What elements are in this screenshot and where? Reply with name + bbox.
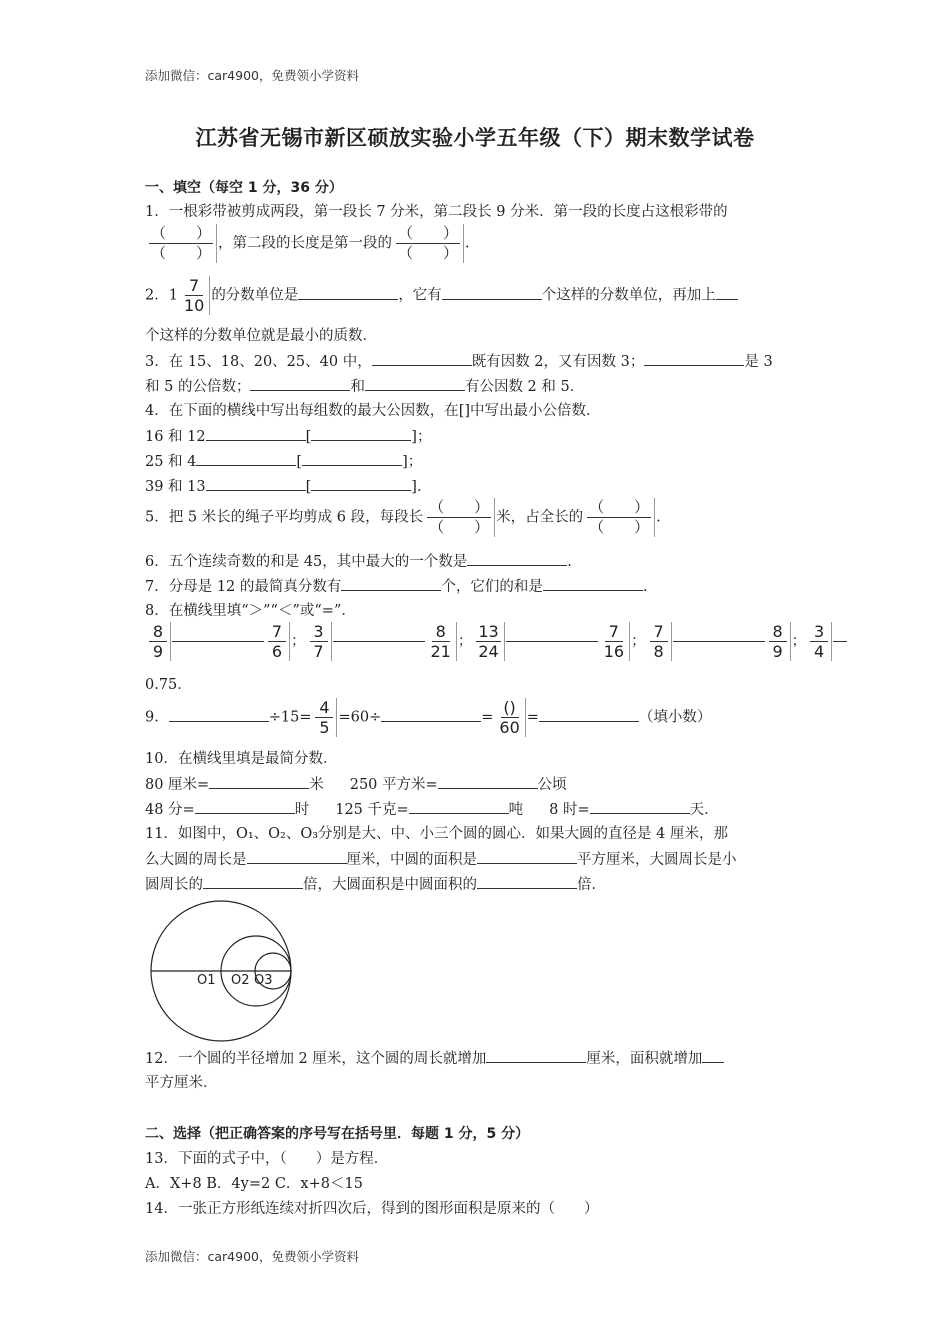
q8-blank-2[interactable] xyxy=(333,641,425,642)
q11-blank-4[interactable] xyxy=(477,874,577,889)
q6-blank[interactable] xyxy=(467,551,567,566)
q4-gcd-blank-1[interactable] xyxy=(206,426,306,441)
q12-blank-1[interactable] xyxy=(486,1048,586,1063)
q2-blank-1[interactable] xyxy=(298,285,398,300)
q8-blank-4[interactable] xyxy=(673,641,765,642)
q4-gcd-blank-2[interactable] xyxy=(196,451,296,466)
circles-figure xyxy=(142,900,300,1048)
q5-answer-fraction-2[interactable]: $\frac{( )}{( )}$ xyxy=(584,498,655,537)
q13-line: 13．下面的式子中，（ ）是方程． xyxy=(145,1151,389,1167)
q11-blank-1[interactable] xyxy=(247,849,347,864)
q8-fraction-5: $\frac{13}{24}$ xyxy=(473,622,504,661)
q10-blank-3[interactable] xyxy=(195,799,295,814)
q7-blank-1[interactable] xyxy=(341,576,441,591)
q4-row-3: 39 和 13 [ ]． xyxy=(145,476,431,497)
q4-row-1: 16 和 12 [ ]； xyxy=(145,426,431,447)
q10-blank-2[interactable] xyxy=(438,774,538,789)
q8-comparisons: $\frac{8}{9}$ $\frac{7}{6}$ ； $\frac{3}{7}$ $\frac{8}{21}$ ； $\frac{13}{24}$ $\frac{7}{16}$ ； $\frac{7}{8}$ $\frac{8}{9}$ ； $\frac{3}{4}$ xyxy=(145,622,847,661)
label-o3: O3 xyxy=(254,973,273,988)
q4-lcm-blank-2[interactable] xyxy=(302,451,402,466)
q10-row-2: 48 分= 时 125 千克= 吨 8 时= 天． xyxy=(145,799,719,820)
q4-lcm-blank-1[interactable] xyxy=(311,426,411,441)
q3-blank-1[interactable] xyxy=(372,351,472,366)
q9-blank-1[interactable] xyxy=(169,707,269,722)
q9-line: 9． ÷15= $\frac{4}{5}$ =60÷ = $\frac{()}{60}$ = （填小数） xyxy=(145,698,712,737)
q14-line: 14．一张正方形纸连续对折四次后，得到的图形面积是原来的（ ） xyxy=(145,1201,599,1217)
q10-blank-1[interactable] xyxy=(209,774,309,789)
q11-line-3: 圆周长的 倍，大圆面积是中圆面积的 倍． xyxy=(145,874,606,895)
label-o2: O2 xyxy=(231,973,250,988)
q10-blank-4[interactable] xyxy=(409,799,509,814)
q10-blank-5[interactable] xyxy=(590,799,690,814)
label-o1: O1 xyxy=(197,973,216,988)
q3-line-1: 3．在 15、18、20、25、40 中， 既有因数 2，又有因数 3； 是 3 xyxy=(145,351,773,372)
q4-gcd-blank-3[interactable] xyxy=(206,476,306,491)
q8-fraction-2: $\frac{7}{6}$ xyxy=(265,622,290,661)
q1-line-2: $\frac{( )}{( )}$ ，第二段的长度是第一段的 $\frac{( )}{( )}$ . xyxy=(145,224,470,263)
q7-line: 7．分母是 12 的最简真分数有 个，它们的和是 . xyxy=(145,576,648,597)
q10-instruction: 10．在横线里填是最简分数． xyxy=(145,751,338,767)
q2-line-1: 2．1 $\frac{7}{10}$ 的分数单位是 ，它有 个这样的分数单位，再加上 xyxy=(145,276,738,315)
q8-blank-1[interactable] xyxy=(172,641,264,642)
q2-blank-2[interactable] xyxy=(442,285,542,300)
q2-blank-3[interactable] xyxy=(716,285,738,300)
page-footer: 添加微信：car4900，免费领小学资料 xyxy=(145,1249,359,1264)
q2-mixed-fraction: $\frac{7}{10}$ xyxy=(179,276,210,315)
q3-blank-2[interactable] xyxy=(644,351,744,366)
q11-blank-3[interactable] xyxy=(203,874,303,889)
q8-fraction-1: $\frac{8}{9}$ xyxy=(146,622,171,661)
q11-line-1: 11．如图中，O₁、O₂、O₃分别是大、中、小三个圆的圆心．如果大圆的直径是 4 厘米，那 xyxy=(145,826,728,842)
q12-line-1: 12．一个圆的半径增加 2 厘米，这个圆的周长就增加 厘米，面积就增加 xyxy=(145,1048,724,1069)
q3-blank-3[interactable] xyxy=(250,376,350,391)
q13-options[interactable]: A．X+8 B．4y=2 C．x+8＜15 xyxy=(145,1176,363,1192)
q4-lcm-blank-3[interactable] xyxy=(311,476,411,491)
q3-blank-4[interactable] xyxy=(365,376,465,391)
q8-fraction-3: $\frac{3}{7}$ xyxy=(307,622,332,661)
q11-line-2: 么大圆的周长是 厘米，中圆的面积是 平方厘米，大圆周长是小 xyxy=(145,849,737,870)
q8-fraction-4: $\frac{8}{21}$ xyxy=(426,622,457,661)
q1-answer-fraction-2[interactable]: $\frac{( )}{( )}$ xyxy=(393,224,464,263)
q11-blank-2[interactable] xyxy=(477,849,577,864)
page-title: 江苏省无锡市新区硕放实验小学五年级（下）期末数学试卷 xyxy=(195,125,755,150)
q1-answer-fraction-1[interactable]: $\frac{( )}{( )}$ xyxy=(146,224,217,263)
q4-instruction: 4．在下面的横线中写出每组数的最大公因数，在[]中写出最小公倍数． xyxy=(145,403,601,419)
q12-line-2: 平方厘米． xyxy=(145,1075,218,1091)
q4-row-2: 25 和 4 [ ]； xyxy=(145,451,422,472)
q8-instruction: 8．在横线里填“＞”“＜”或“=”． xyxy=(145,603,356,619)
q8-blank-3[interactable] xyxy=(506,641,598,642)
q1-line-1: 1．一根彩带被剪成两段，第一段长 7 分米，第二段长 9 分米．第一段的长度占这根彩带的 xyxy=(145,204,728,220)
q9-blank-2[interactable] xyxy=(381,707,481,722)
q9-fraction-2[interactable]: $\frac{()}{60}$ xyxy=(494,698,525,737)
q8-fraction-6: $\frac{7}{16}$ xyxy=(599,622,630,661)
q8-fraction-8: $\frac{8}{9}$ xyxy=(766,622,791,661)
q10-row-1: 80 厘米= 米 250 平方米= 公顷 xyxy=(145,774,567,795)
section-1-heading: 一、填空（每空 1 分，36 分） xyxy=(145,180,343,196)
q8-tail: 0.75． xyxy=(145,677,192,693)
q5-line: 5．把 5 米长的绳子平均剪成 6 段，每段长 $\frac{( )}{( )}$ 米，占全长的 $\frac{( )}{( )}$ . xyxy=(145,498,661,536)
q8-fraction-9: $\frac{3}{4}$ xyxy=(807,622,832,661)
q7-blank-2[interactable] xyxy=(543,576,643,591)
q9-fraction-1: $\frac{4}{5}$ xyxy=(312,698,337,737)
q8-fraction-7: $\frac{7}{8}$ xyxy=(647,622,672,661)
q3-line-2: 和 5 的公倍数； 和 有公因数 2 和 5． xyxy=(145,376,584,397)
q2-line-2: 个这样的分数单位就是最小的质数． xyxy=(145,328,377,344)
q6-line: 6．五个连续奇数的和是 45，其中最大的一个数是 . xyxy=(145,551,572,572)
q9-blank-3[interactable] xyxy=(539,707,639,722)
q5-answer-fraction-1[interactable]: $\frac{( )}{( )}$ xyxy=(424,498,495,537)
page-header: 添加微信：car4900，免费领小学资料 xyxy=(145,68,359,83)
section-2-heading: 二、选择（把正确答案的序号写在括号里．每题 1 分，5 分） xyxy=(145,1126,530,1142)
q8-blank-5[interactable] xyxy=(833,641,847,642)
q12-blank-2[interactable] xyxy=(702,1048,724,1063)
